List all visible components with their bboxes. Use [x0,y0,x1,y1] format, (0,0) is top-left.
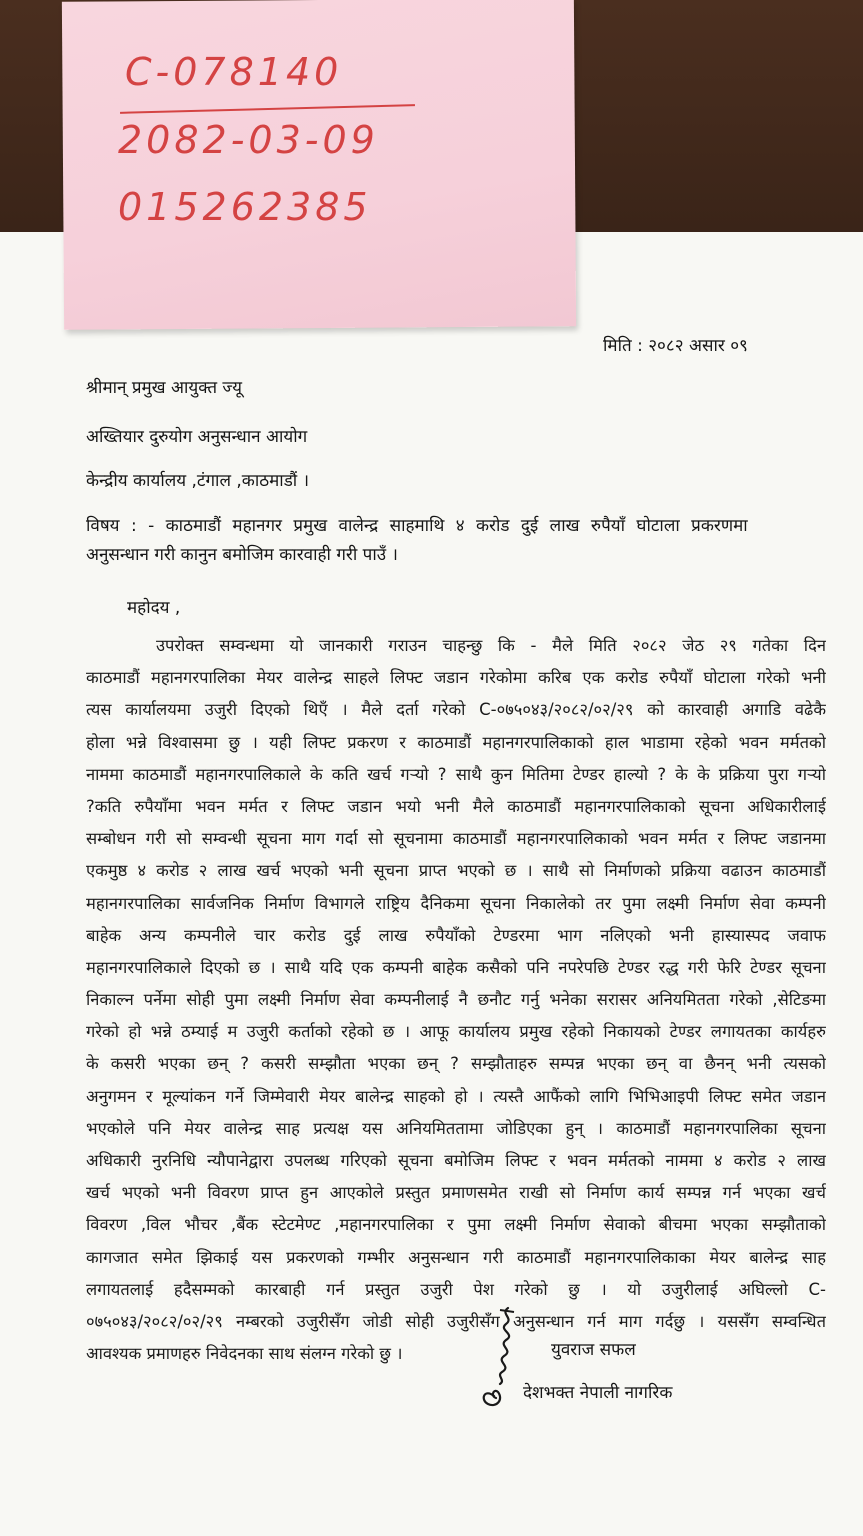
body-line: होला भन्ने विश्वासमा छु । यही लिफ्ट प्रकरण र काठमाडौं महानगरपालिकाको हाल भाडामा रहेको भवन मर्मतको [86,732,826,752]
body-line: ?कति रुपैयाँमा भवन मर्मत र लिफ्ट जडान भयो भनी मैले काठमाडौं महानगरपालिकाको सूचना अधिकारीलाई [86,796,826,816]
recipient-title: श्रीमान् प्रमुख आयुक्त ज्यू [86,378,243,398]
body-line: अधिकारी नुरनिधि न्यौपानेद्वारा उपलब्ध गरिएको सूचना बमोजिम लिफ्ट र भवन मर्मतको नाममा ४ करोड २ लाख [86,1151,826,1170]
body-line: गरेको हो भन्ने ठम्याई म उजुरी कर्ताको रहेको छ । आफू कार्यालय प्रमुख रहेको निकायको टेण्डर लगायतका कार्यहरु [86,1022,826,1042]
body-line: लगायतलाई हदैसम्मको कारबाही गर्न प्रस्तुत उजुरी पेश गरेको छु । यो उजुरीलाई अघिल्लो C- [86,1279,826,1299]
body-line: विवरण ,विल भौचर ,बैंक स्टेटमेण्ट ,महानगरपालिका र पुमा लक्ष्मी निर्माण सेवाको बीचमा भएका सम्झौताको [86,1215,826,1235]
body-line: महानगरपालिकाले दिएको छ । साथै यदि एक कम्पनी बाहेक कसैको पनि नपरेपछि टेण्डर रद्ध गरी फेरि टेण्डर सूचना [86,957,826,977]
body-line: कागजात समेत झिकाई यस प्रकरणको गम्भीर अनुसन्धान गरी काठमाडौं महानगरपालिकाका मेयर बालेन्द्र साह [86,1247,826,1267]
body-line: त्यस कार्यालयमा उजुरी दिएको थिएँ । मैले दर्ता गरेको C-०७५०४३/२०८२/०२/२९ को कारवाही अगाडि वढेकै [86,700,826,720]
body-line: महानगरपालिका सार्वजनिक निर्माण विभागले राष्ट्रिय दैनिकमा सूचना निकालेको तर पुमा लक्ष्मी निर्माण सेवा कम्पनी [86,893,826,913]
body-line: सम्बोधन गरी सो सम्वन्धी सूचना माग गर्दा सो सूचनामा काठमाडौं महानगरपालिकाको भवन मर्मत र लिफ्ट जडानमा [86,829,826,849]
body-line: एकमुष्ठ ४ करोड २ लाख खर्च भएको भनी सूचना प्राप्त भएको छ । साथै सो निर्माणको प्रक्रिया वढाउन काठमाडौं [86,861,826,881]
body-line: अनुगमन र मूल्यांकन गर्ने जिम्मेवारी मेयर बालेन्द्र साहको हो । त्यस्तै आफैंको लागि भिभिआइपी लिफ्ट समेत जडान [86,1086,826,1106]
body-line: ०७५०४३/२०८२/०२/२९ नम्बरको उजुरीसँग जोडी सोही उजुरीसँग अनुसन्धान गर्न माग गर्दछु । यससँग सम्वन्धित [86,1311,826,1331]
body-line: बाहेक अन्य कम्पनीले चार करोड दुई लाख रुपैयाँको टेण्डरमा भाग नलिएको भनी हास्यास्पद जवाफ [86,925,826,945]
body-line: नाममा काठमाडौं महानगरपालिकाले के कति खर्च गर्‍यो ? साथै कुन मितिमा टेण्डर हाल्यो ? के के प्रक्रिया पुरा गर्‍यो [86,764,826,784]
letter-date: मिति : २०८२ असार ०९ [603,336,748,356]
subject-line-2: अनुसन्धान गरी कानुन बमोजिम कारवाही गरी पाउँ । [86,545,398,565]
body-line: निकाल्न पर्नेमा सोही पुमा लक्ष्मी निर्माण सेवा कम्पनीलाई नै छनौट गर्नु भनेका सरासर अनियमितता गरेको ,सेटिङमा [86,990,826,1010]
body-line: खर्च भएको भनी विवरण प्राप्त हुन आएकोले प्रस्तुत प्रमाणसमेत राखी सो निर्माण कार्य सम्पन्न गर्न भएका खर्च [86,1183,826,1203]
subject-line-1: विषय : - काठमाडौं महानगर प्रमुख वालेन्द्र साहमाथि ४ करोड दुई लाख रुपैयाँ घोटाला प्रकरणमा [86,516,748,536]
body-line: उपरोक्त सम्वन्धमा यो जानकारी गराउन चाहन्छु कि - मैले मिति २०८२ जेठ २९ गतेका दिन [156,636,826,655]
letter-body [86,630,826,1370]
sticky-note-reference-number: C-078140 [125,50,343,94]
recipient-address: केन्द्रीय कार्यालय ,टंगाल ,काठमाडौं । [86,471,310,491]
body-line: भएकोले पनि मेयर वालेन्द्र साह प्रत्यक्ष यस अनियमिततामा जोडिएका हुन् । काठमाडौं महानगरपालिका सूचना [86,1118,826,1138]
salutation: महोदय , [127,598,181,618]
sticky-note-date: 2082-03-09 [118,118,379,162]
signer-name: युवराज सफल [551,1340,636,1360]
body-line: के कसरी भएका छन् ? कसरी सम्झौता भएका छन् ? सम्झौताहरु सम्पन्न भएका छन् वा छैनन् भनी त्यसको [86,1054,826,1074]
body-line: आवश्यक प्रमाणहरु निवेदनका साथ संलग्न गरेको छु । [86,1344,403,1364]
sticky-note-phone-number: 015262385 [118,185,372,229]
recipient-organization: अख्तियार दुरुयोग अनुसन्धान आयोग [86,427,308,447]
body-line: काठमाडौं महानगरपालिका मेयर वालेन्द्र साहले लिफ्ट जडान गरेकोमा करिब एक करोड रुपैयाँ घोटाला गरेको भनी [86,668,826,688]
signer-title: देशभक्त नेपाली नागरिक [523,1383,673,1403]
